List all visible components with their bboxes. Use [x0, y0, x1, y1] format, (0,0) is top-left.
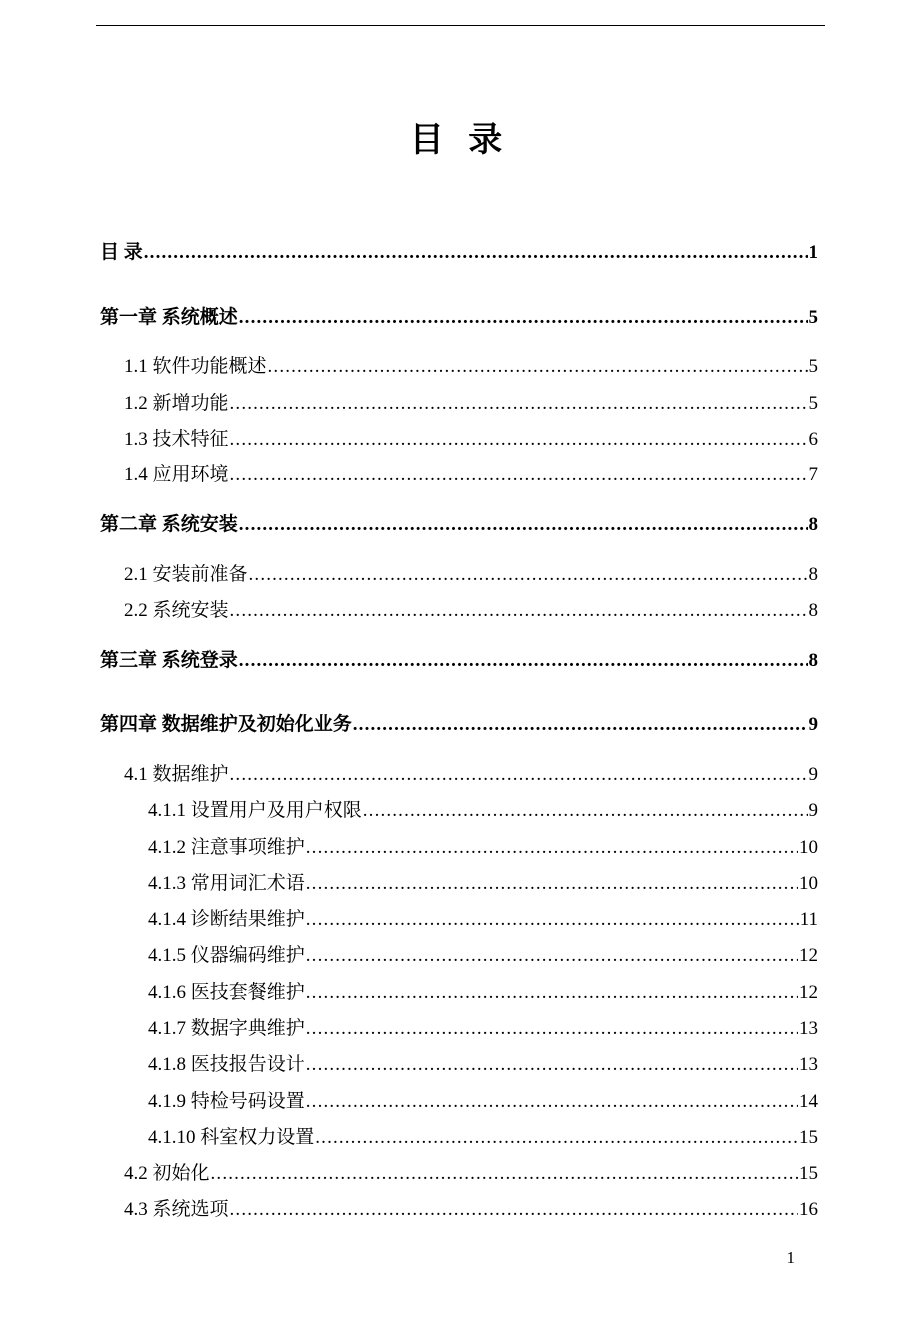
toc-entry-page: 15	[799, 1163, 818, 1184]
toc-entry-label: 第四章 数据维护及初始化业务	[100, 714, 352, 735]
toc-entry-label: 4.1.1 设置用户及用户权限	[148, 800, 362, 821]
toc-entry-label: 第一章 系统概述	[100, 307, 238, 328]
toc-entry-page: 12	[799, 945, 818, 966]
page-number-text: 1	[786, 1248, 795, 1267]
toc-leader-dots	[315, 1125, 798, 1151]
toc-entry-label: 2.1 安装前准备	[124, 564, 248, 585]
toc-entry-label: 4.1.8 医技报告设计	[148, 1054, 305, 1075]
toc-entry[interactable]	[124, 427, 818, 453]
toc-entry-page: 8	[808, 514, 818, 535]
toc-entry[interactable]	[100, 712, 818, 738]
toc-entry[interactable]	[148, 943, 818, 969]
toc-entry-page: 8	[808, 650, 818, 671]
toc-entry-label: 1.4 应用环境	[124, 464, 229, 485]
toc-leader-dots	[306, 980, 798, 1006]
toc-leader-dots	[230, 391, 808, 417]
toc-entry-page: 11	[799, 909, 818, 930]
toc-entry-label: 4.1.7 数据字典维护	[148, 1018, 305, 1039]
toc-leader-dots	[353, 712, 808, 738]
toc-entry-page: 15	[799, 1127, 818, 1148]
toc-entry-label: 4.2 初始化	[124, 1163, 210, 1184]
page-number	[0, 1248, 920, 1268]
toc-leader-dots	[306, 1016, 798, 1042]
toc-leader-dots	[239, 305, 808, 331]
toc-entry-page: 16	[799, 1199, 818, 1220]
toc-entry-page: 9	[808, 764, 818, 785]
toc-entry-page: 9	[808, 800, 818, 821]
toc-entry-page: 1	[808, 242, 818, 263]
toc-entry-label: 4.1.2 注意事项维护	[148, 837, 305, 858]
toc-entry-label: 4.1.10 科室权力设置	[148, 1127, 315, 1148]
toc-entry-label: 1.2 新增功能	[124, 393, 229, 414]
toc-entry[interactable]	[100, 648, 818, 674]
toc-leader-dots	[306, 907, 799, 933]
toc-entry[interactable]	[124, 562, 818, 588]
toc-leader-dots	[306, 1089, 798, 1115]
toc-entry[interactable]	[148, 907, 818, 933]
toc-entry-page: 8	[808, 600, 818, 621]
toc-entry-page: 5	[808, 356, 818, 377]
toc-entry-label: 1.3 技术特征	[124, 429, 229, 450]
toc-entry-page: 8	[808, 564, 818, 585]
toc-entry-label: 1.1 软件功能概述	[124, 356, 267, 377]
toc-entry[interactable]	[100, 512, 818, 538]
toc-entry-label: 第三章 系统登录	[100, 650, 238, 671]
toc-entry-page: 9	[808, 714, 818, 735]
toc-leader-dots	[230, 427, 808, 453]
toc-leader-dots	[306, 1052, 798, 1078]
toc-entry-label: 目 录	[100, 242, 143, 263]
toc-entry-page: 5	[808, 307, 818, 328]
toc-entry[interactable]	[148, 835, 818, 861]
toc-entry-page: 13	[799, 1018, 818, 1039]
toc-entry-label: 4.1.6 医技套餐维护	[148, 982, 305, 1003]
toc-entry-label: 4.1.4 诊断结果维护	[148, 909, 305, 930]
toc-entry-page: 10	[799, 837, 818, 858]
toc-entry-label: 4.1.5 仪器编码维护	[148, 945, 305, 966]
toc-entry[interactable]	[148, 1016, 818, 1042]
toc-entry[interactable]	[148, 871, 818, 897]
toc-entry[interactable]	[124, 1161, 818, 1187]
toc-leader-dots	[230, 762, 808, 788]
toc-entry-page: 10	[799, 873, 818, 894]
toc-leader-dots	[306, 943, 798, 969]
toc-entry-page: 5	[808, 393, 818, 414]
toc-leader-dots	[268, 354, 808, 380]
toc-leader-dots	[230, 462, 808, 488]
toc-entry[interactable]	[124, 391, 818, 417]
toc-leader-dots	[230, 598, 808, 624]
toc-entry[interactable]	[100, 305, 818, 331]
page-title: 目 录	[409, 122, 511, 159]
toc-entry[interactable]	[124, 462, 818, 488]
toc-entry[interactable]	[124, 598, 818, 624]
toc-entry[interactable]	[124, 354, 818, 380]
toc-entry-label: 4.1 数据维护	[124, 764, 229, 785]
toc-leader-dots	[249, 562, 808, 588]
toc-leader-dots	[363, 798, 808, 824]
toc-entry-label: 4.1.3 常用词汇术语	[148, 873, 305, 894]
toc-leader-dots	[230, 1197, 798, 1223]
toc-entry-label: 4.1.9 特检号码设置	[148, 1091, 305, 1112]
toc-entry[interactable]	[148, 1089, 818, 1115]
toc-entry[interactable]	[124, 1197, 818, 1223]
toc-entry[interactable]	[124, 762, 818, 788]
toc-leader-dots	[239, 512, 808, 538]
toc-leader-dots	[144, 240, 808, 266]
toc-entry-page: 7	[808, 464, 818, 485]
toc-entry[interactable]	[148, 1125, 818, 1151]
toc-entry-page: 12	[799, 982, 818, 1003]
toc-leader-dots	[211, 1161, 798, 1187]
toc-entry-label: 2.2 系统安装	[124, 600, 229, 621]
toc-entry-label: 第二章 系统安装	[100, 514, 238, 535]
toc-leader-dots	[306, 871, 798, 897]
toc-entry-page: 14	[799, 1091, 818, 1112]
toc-leader-dots	[306, 835, 798, 861]
toc-entry[interactable]	[148, 1052, 818, 1078]
toc-entry[interactable]	[100, 240, 818, 266]
toc-entry[interactable]	[148, 980, 818, 1006]
toc-entry[interactable]	[148, 798, 818, 824]
toc-entry-page: 13	[799, 1054, 818, 1075]
toc-entry-page: 6	[808, 429, 818, 450]
toc-entry-label: 4.3 系统选项	[124, 1199, 229, 1220]
toc-leader-dots	[239, 648, 808, 674]
